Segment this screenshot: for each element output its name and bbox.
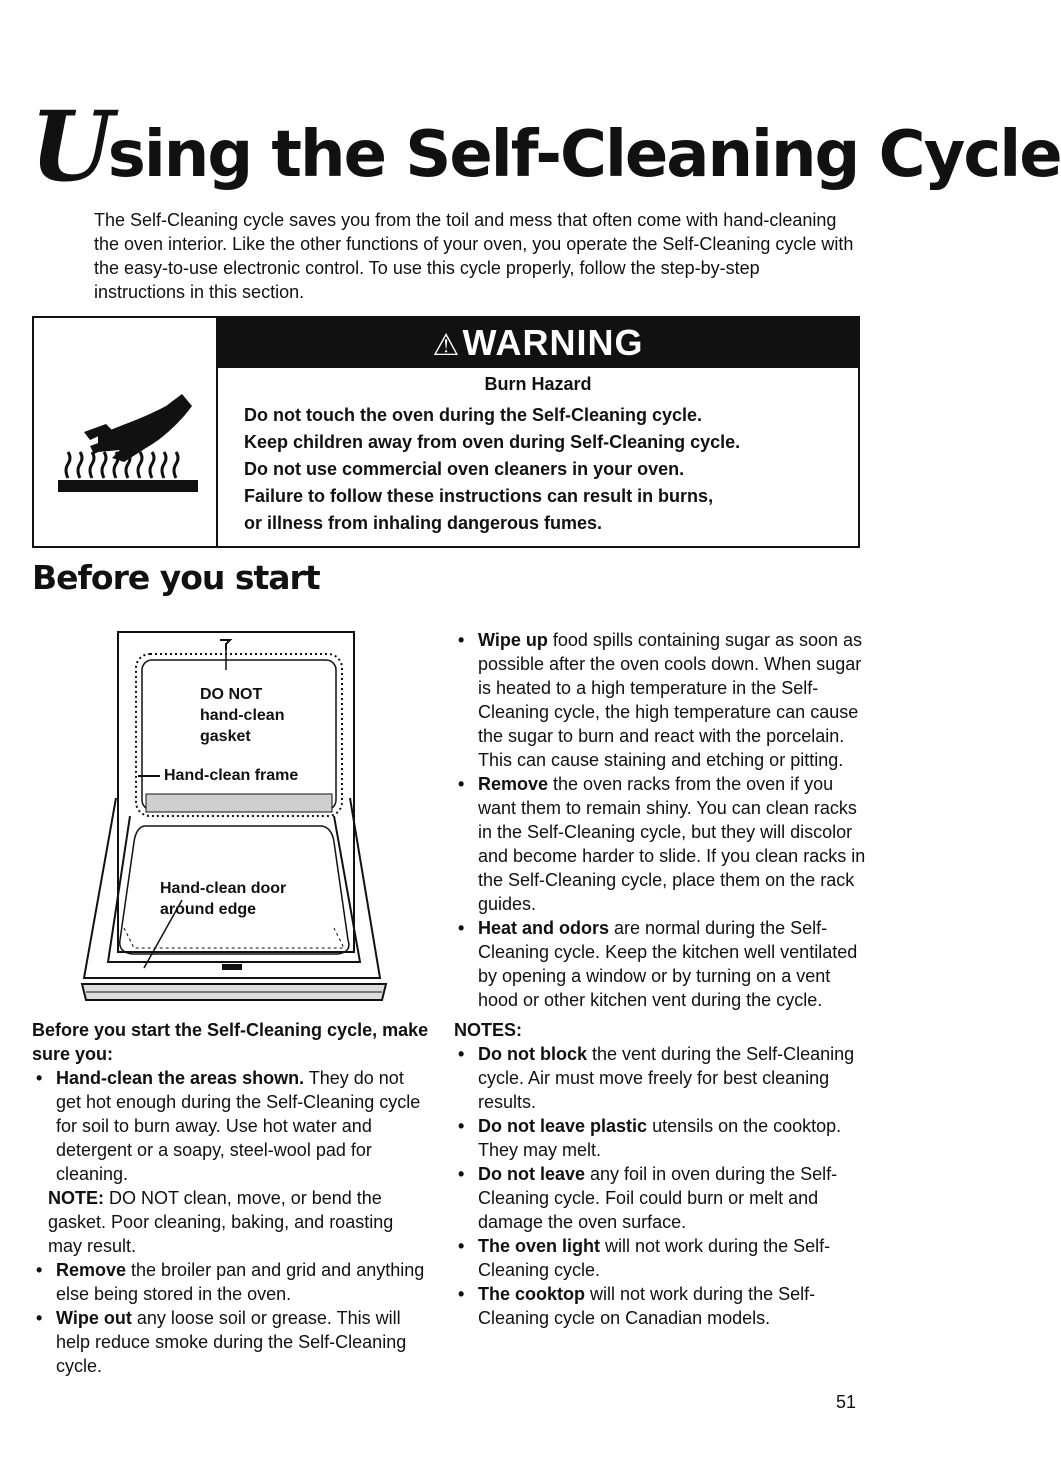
item-bold: The cooktop xyxy=(478,1284,585,1304)
warning-box xyxy=(32,316,860,548)
label-frame: Hand-clean frame xyxy=(164,767,299,784)
item-text: the vent during the Self-Cleaning cycle. Air must move freely for best cleaning results. xyxy=(478,1044,855,1112)
item-text: food spills containing sugar as soon as possible after the oven cools down. When sugar is heated to a high temperature in the Self-Cleaning cycle, the high temperature can cause the sugar to burn and react with the porcelain. This can cause staining and etching or pitting. xyxy=(478,630,863,770)
list-item xyxy=(454,772,874,916)
label-door xyxy=(160,878,286,920)
list-item xyxy=(454,1114,874,1162)
item-text: any foil in oven during the Self-Cleaning cycle. Foil could burn or melt and damage the oven surface. xyxy=(478,1164,838,1232)
item-bold: Remove xyxy=(56,1260,127,1280)
label-gasket-line-2: hand-clean xyxy=(200,707,285,724)
item-bold: Heat and odors xyxy=(478,918,610,938)
warning-hazard: Burn Hazard xyxy=(484,374,592,394)
item-bold: Do not leave plastic xyxy=(478,1116,648,1136)
item-text: will not work during the Self-Cleaning cycle. xyxy=(478,1236,831,1280)
item-bold: The oven light xyxy=(478,1236,601,1256)
note-text: DO NOT clean, move, or bend the gasket. Poor cleaning, baking, and roasting may result. xyxy=(48,1188,394,1256)
label-door-line-1: Hand-clean door xyxy=(160,880,287,897)
title-text: sing the Self-Cleaning Cycle xyxy=(107,118,1061,192)
list-item xyxy=(32,1258,432,1306)
list-item xyxy=(454,916,874,1012)
list-item xyxy=(32,1306,432,1378)
item-bold: Remove xyxy=(478,774,549,794)
item-text: are normal during the Self-Cleaning cycle. Keep the kitchen well ventilated by opening a window or by turning on a vent hood or other kitchen vent during the cycle. xyxy=(478,918,858,1010)
warning-line: Do not use commercial oven cleaners in your oven. xyxy=(244,459,685,479)
label-door-line-2: around edge xyxy=(160,901,257,918)
list-item xyxy=(454,1162,874,1234)
list-item xyxy=(32,1066,432,1186)
item-bold: Wipe out xyxy=(56,1308,132,1328)
notes-label: NOTES: xyxy=(454,1020,523,1040)
note-item xyxy=(32,1186,432,1258)
warning-line: Do not touch the oven during the Self-Cleaning cycle. xyxy=(244,405,703,425)
item-text: will not work during the Self-Cleaning cycle on Canadian models. xyxy=(478,1284,816,1328)
intro-paragraph: The Self-Cleaning cycle saves you from the toil and mess that often come with hand-cleaning the oven interior. Like the other functions of your oven, you operate the Self-Cleaning cycle with the easy-to-use electronic control. To use this cycle properly, follow the step-by-step instructions in this section. xyxy=(94,210,854,302)
item-bold: Do not block xyxy=(478,1044,587,1064)
list-item xyxy=(454,1042,874,1114)
label-gasket-line-1: DO NOT xyxy=(200,686,263,703)
left-column xyxy=(32,1018,432,1378)
list-item xyxy=(454,1234,874,1282)
item-bold: Do not leave xyxy=(478,1164,586,1184)
item-text: They do not get hot enough during the Self-Cleaning cycle for soil to burn away. Use hot water and detergent or a soapy, steel-wool pad for cleaning. xyxy=(56,1068,421,1184)
warning-line: or illness from inhaling dangerous fumes. xyxy=(244,513,603,533)
lead-text: Before you start the Self-Cleaning cycle, make sure you: xyxy=(32,1020,429,1064)
warning-triangle-icon: ⚠ xyxy=(432,329,461,362)
page-title xyxy=(30,90,1061,203)
item-text: any loose soil or grease. This will help reduce smoke during the Self-Cleaning cycle. xyxy=(56,1308,407,1376)
oven-diagram xyxy=(72,628,402,1013)
title-dropcap: U xyxy=(30,90,108,203)
item-text: utensils on the cooktop. They may melt. xyxy=(478,1116,842,1160)
warning-line: Failure to follow these instructions can result in burns, xyxy=(244,486,714,506)
warning-header-text: WARNING xyxy=(462,322,644,363)
item-text: the oven racks from the oven if you want them to remain shiny. You can clean racks in the Self-Cleaning cycle, but they will discolor and become harder to slide. If you clean racks in the Self-Cleaning cycle, place them on the rack guides. xyxy=(478,774,866,914)
label-gasket-line-3: gasket xyxy=(200,728,251,745)
note-bold: NOTE: xyxy=(48,1188,104,1208)
warning-line: Keep children away from oven during Self-Cleaning cycle. xyxy=(244,432,741,452)
hot-surface-hand-icon xyxy=(54,366,204,496)
item-bold: Wipe up xyxy=(478,630,548,650)
right-column xyxy=(454,628,874,1330)
list-item xyxy=(454,628,874,772)
page-number: 51 xyxy=(836,1392,857,1412)
item-bold: Hand-clean the areas shown. xyxy=(56,1068,305,1088)
warning-lines xyxy=(244,402,844,537)
item-text: the broiler pan and grid and anything else being stored in the oven. xyxy=(56,1260,425,1304)
warning-header xyxy=(218,318,858,368)
section-title: Before you start xyxy=(32,558,320,597)
label-gasket xyxy=(200,684,284,747)
list-item xyxy=(454,1282,874,1330)
